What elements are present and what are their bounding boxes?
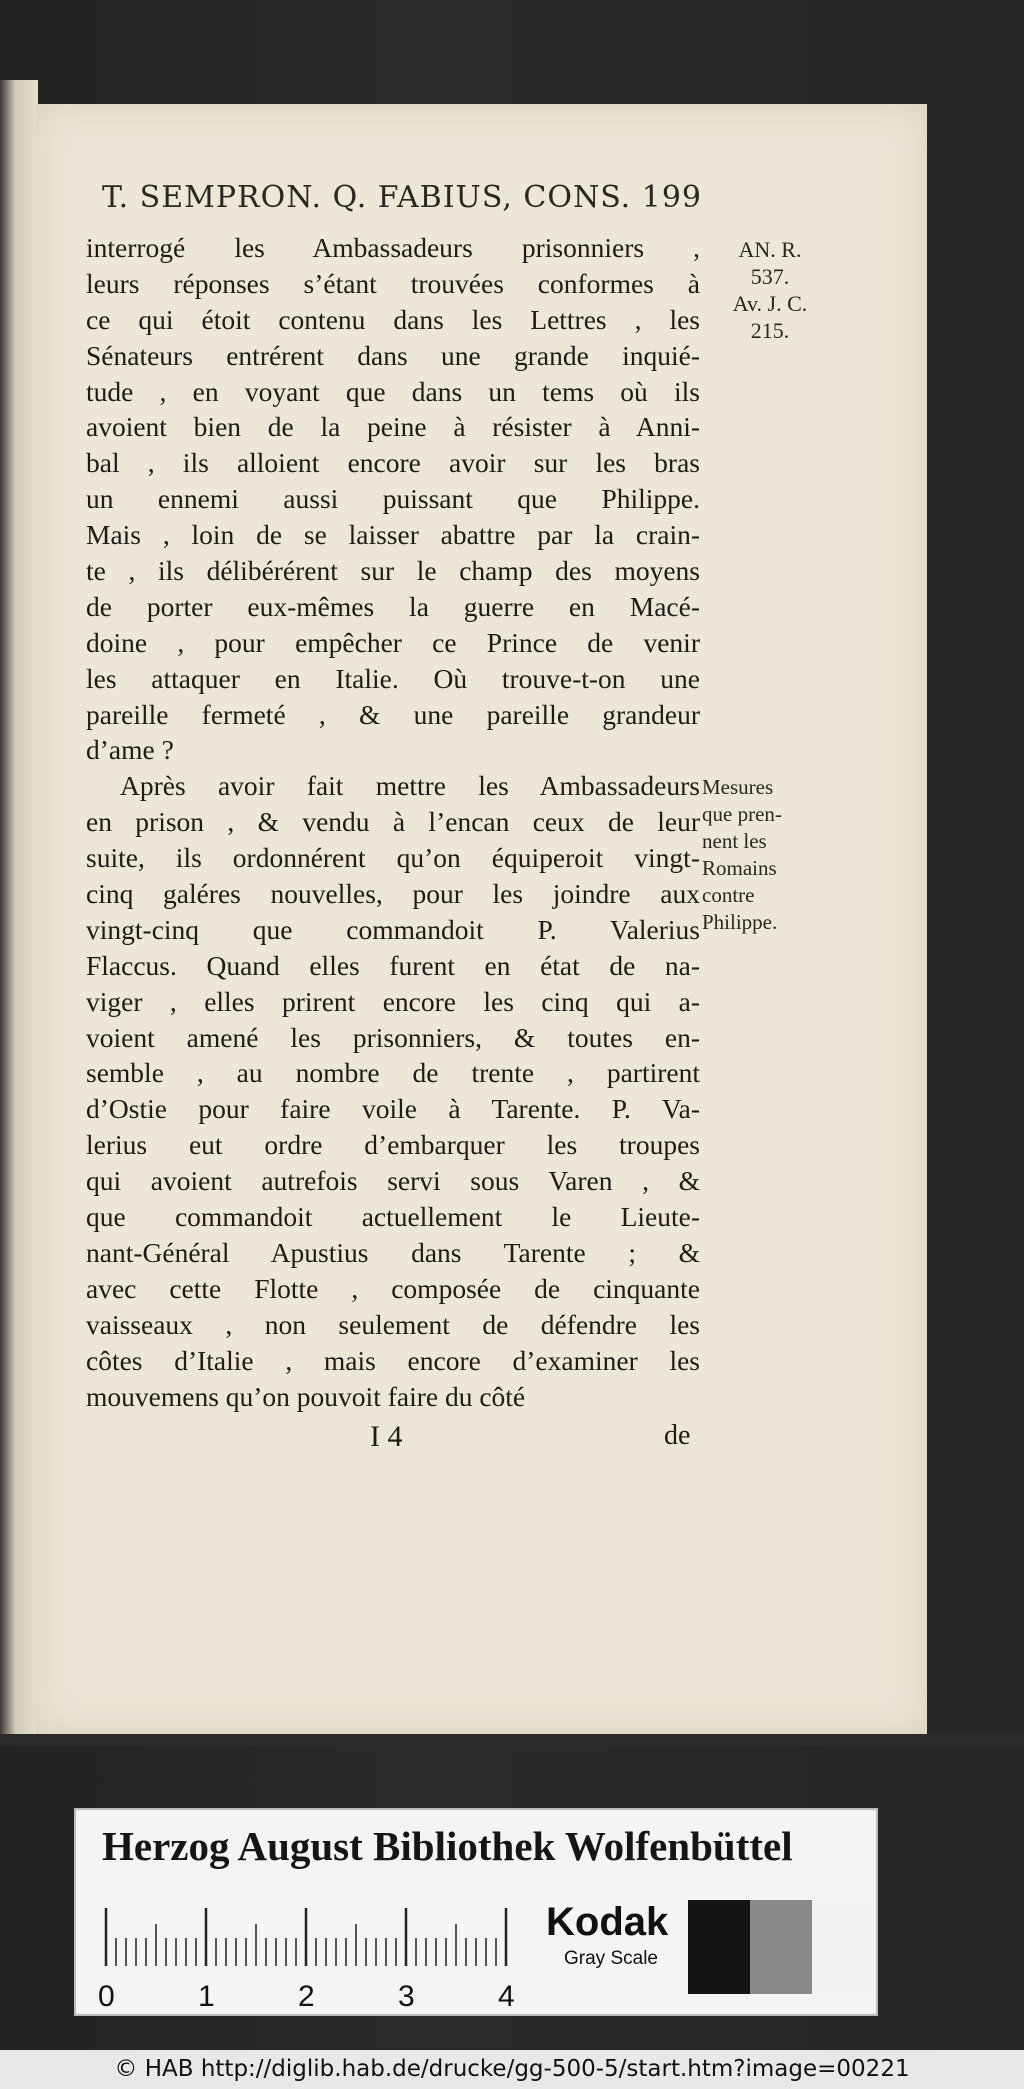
text-line: que commandoit actuellement le Lieute- bbox=[86, 1201, 700, 1233]
text-line: Après avoir fait mettre les Ambassadeurs bbox=[120, 770, 700, 802]
margin-line: Romains bbox=[702, 856, 777, 880]
running-head: T. SEMPRON. Q. FABIUS, CONS. 199 bbox=[102, 180, 703, 215]
text-line: nant-Général Apustius dans Tarente ; & bbox=[86, 1236, 700, 1268]
library-name: Herzog August Bibliothek Wolfenbüttel bbox=[102, 1823, 793, 1869]
margin-line: AN. R. bbox=[738, 237, 802, 262]
scale-number: 3 bbox=[398, 1980, 415, 2013]
text-line: Flaccus. Quand elles furent en état de na- bbox=[86, 949, 700, 981]
scale-number: 0 bbox=[98, 1980, 115, 2013]
text-line: d’Ostie pour faire voile à Tarente. P. Va- bbox=[86, 1093, 700, 1125]
text-line: voient amené les prisonniers, & toutes en- bbox=[86, 1021, 700, 1053]
text-line: te , ils délibérérent sur le champ des moyens bbox=[86, 555, 700, 587]
color-target-card bbox=[74, 1808, 878, 2016]
text-line: avoient bien de la peine à résister à Anni- bbox=[86, 411, 700, 443]
grayscale-label: Gray Scale bbox=[564, 1948, 658, 1969]
text-line: tude , en voyant que dans un tems où ils bbox=[86, 375, 700, 407]
catchword: de bbox=[664, 1420, 691, 1451]
text-line: Sénateurs entrérent dans une grande inquié- bbox=[86, 339, 700, 371]
scale-number: 2 bbox=[298, 1980, 315, 2013]
text-line: viger , elles prirent encore les cinq qui a- bbox=[86, 985, 700, 1017]
margin-line: Mesures bbox=[702, 775, 774, 799]
gray-swatch bbox=[750, 1900, 812, 1994]
text-line: qui avoient autrefois servi sous Varen , & bbox=[86, 1165, 700, 1197]
text-line: lerius eut ordre d’embarquer les troupes bbox=[86, 1129, 700, 1161]
scale-number: 4 bbox=[498, 1980, 515, 2013]
text-line: pareille fermeté , & une pareille grandeur bbox=[86, 698, 700, 730]
signature-mark: I 4 bbox=[370, 1420, 403, 1453]
margin-subject-note bbox=[702, 774, 832, 936]
margin-line: contre bbox=[702, 883, 755, 907]
margin-date-note bbox=[710, 236, 830, 344]
text-line: les attaquer en Italie. Où trouve-t-on une bbox=[86, 662, 700, 694]
text-line: avec cette Flotte , composée de cinquante bbox=[86, 1272, 700, 1304]
text-line: ce qui étoit contenu dans les Lettres , les bbox=[86, 303, 700, 335]
text-line: un ennemi aussi puissant que Philippe. bbox=[86, 483, 700, 515]
scale-number: 1 bbox=[198, 1980, 215, 2013]
text-line: côtes d’Italie , mais encore d’examiner les bbox=[86, 1344, 700, 1376]
margin-line: 215. bbox=[750, 318, 790, 343]
margin-line: que pren- bbox=[702, 802, 782, 826]
text-line: bal , ils alloient encore avoir sur les bras bbox=[86, 447, 700, 479]
left-page-edge bbox=[0, 80, 38, 1740]
text-line: cinq galéres nouvelles, pour les joindre aux bbox=[86, 878, 700, 910]
text-line: interrogé les Ambassadeurs prisonniers , bbox=[86, 232, 700, 263]
text-line: Mais , loin de se laisser abattre par la crain- bbox=[86, 519, 700, 551]
text-line: vaisseaux , non seulement de défendre les bbox=[86, 1308, 700, 1340]
text-line: d’ame ? bbox=[86, 734, 174, 766]
margin-line: Av. J. C. bbox=[732, 291, 808, 316]
text-line: doine , pour empêcher ce Prince de venir bbox=[86, 626, 700, 658]
text-line: en prison , & vendu à l’encan ceux de leur bbox=[86, 806, 700, 838]
text-line: vingt-cinq que commandoit P. Valerius bbox=[86, 913, 700, 945]
margin-line: nent les bbox=[702, 829, 767, 853]
copyright-footer: © HAB http://diglib.hab.de/drucke/gg-500-5/start.htm?image=00221 bbox=[0, 2050, 1024, 2089]
text-line: de porter eux-mêmes la guerre en Macé- bbox=[86, 590, 700, 622]
gray-swatches bbox=[688, 1900, 874, 1994]
kodak-label: Kodak bbox=[546, 1900, 669, 1944]
text-line: leurs réponses s’étant trouvées conformes à bbox=[86, 267, 700, 299]
text-line: suite, ils ordonnérent qu’on équiperoit vingt- bbox=[86, 842, 700, 874]
margin-line: Philippe. bbox=[702, 910, 778, 934]
page-bottom-shadow bbox=[0, 1734, 1024, 1746]
gray-swatch bbox=[688, 1900, 750, 1994]
body-text bbox=[86, 230, 700, 1414]
gray-swatch bbox=[812, 1900, 874, 1994]
text-line: mouvemens qu’on pouvoit faire du côté bbox=[86, 1380, 526, 1412]
text-line: semble , au nombre de trente , partirent bbox=[86, 1057, 700, 1089]
margin-line: 537. bbox=[750, 264, 790, 289]
